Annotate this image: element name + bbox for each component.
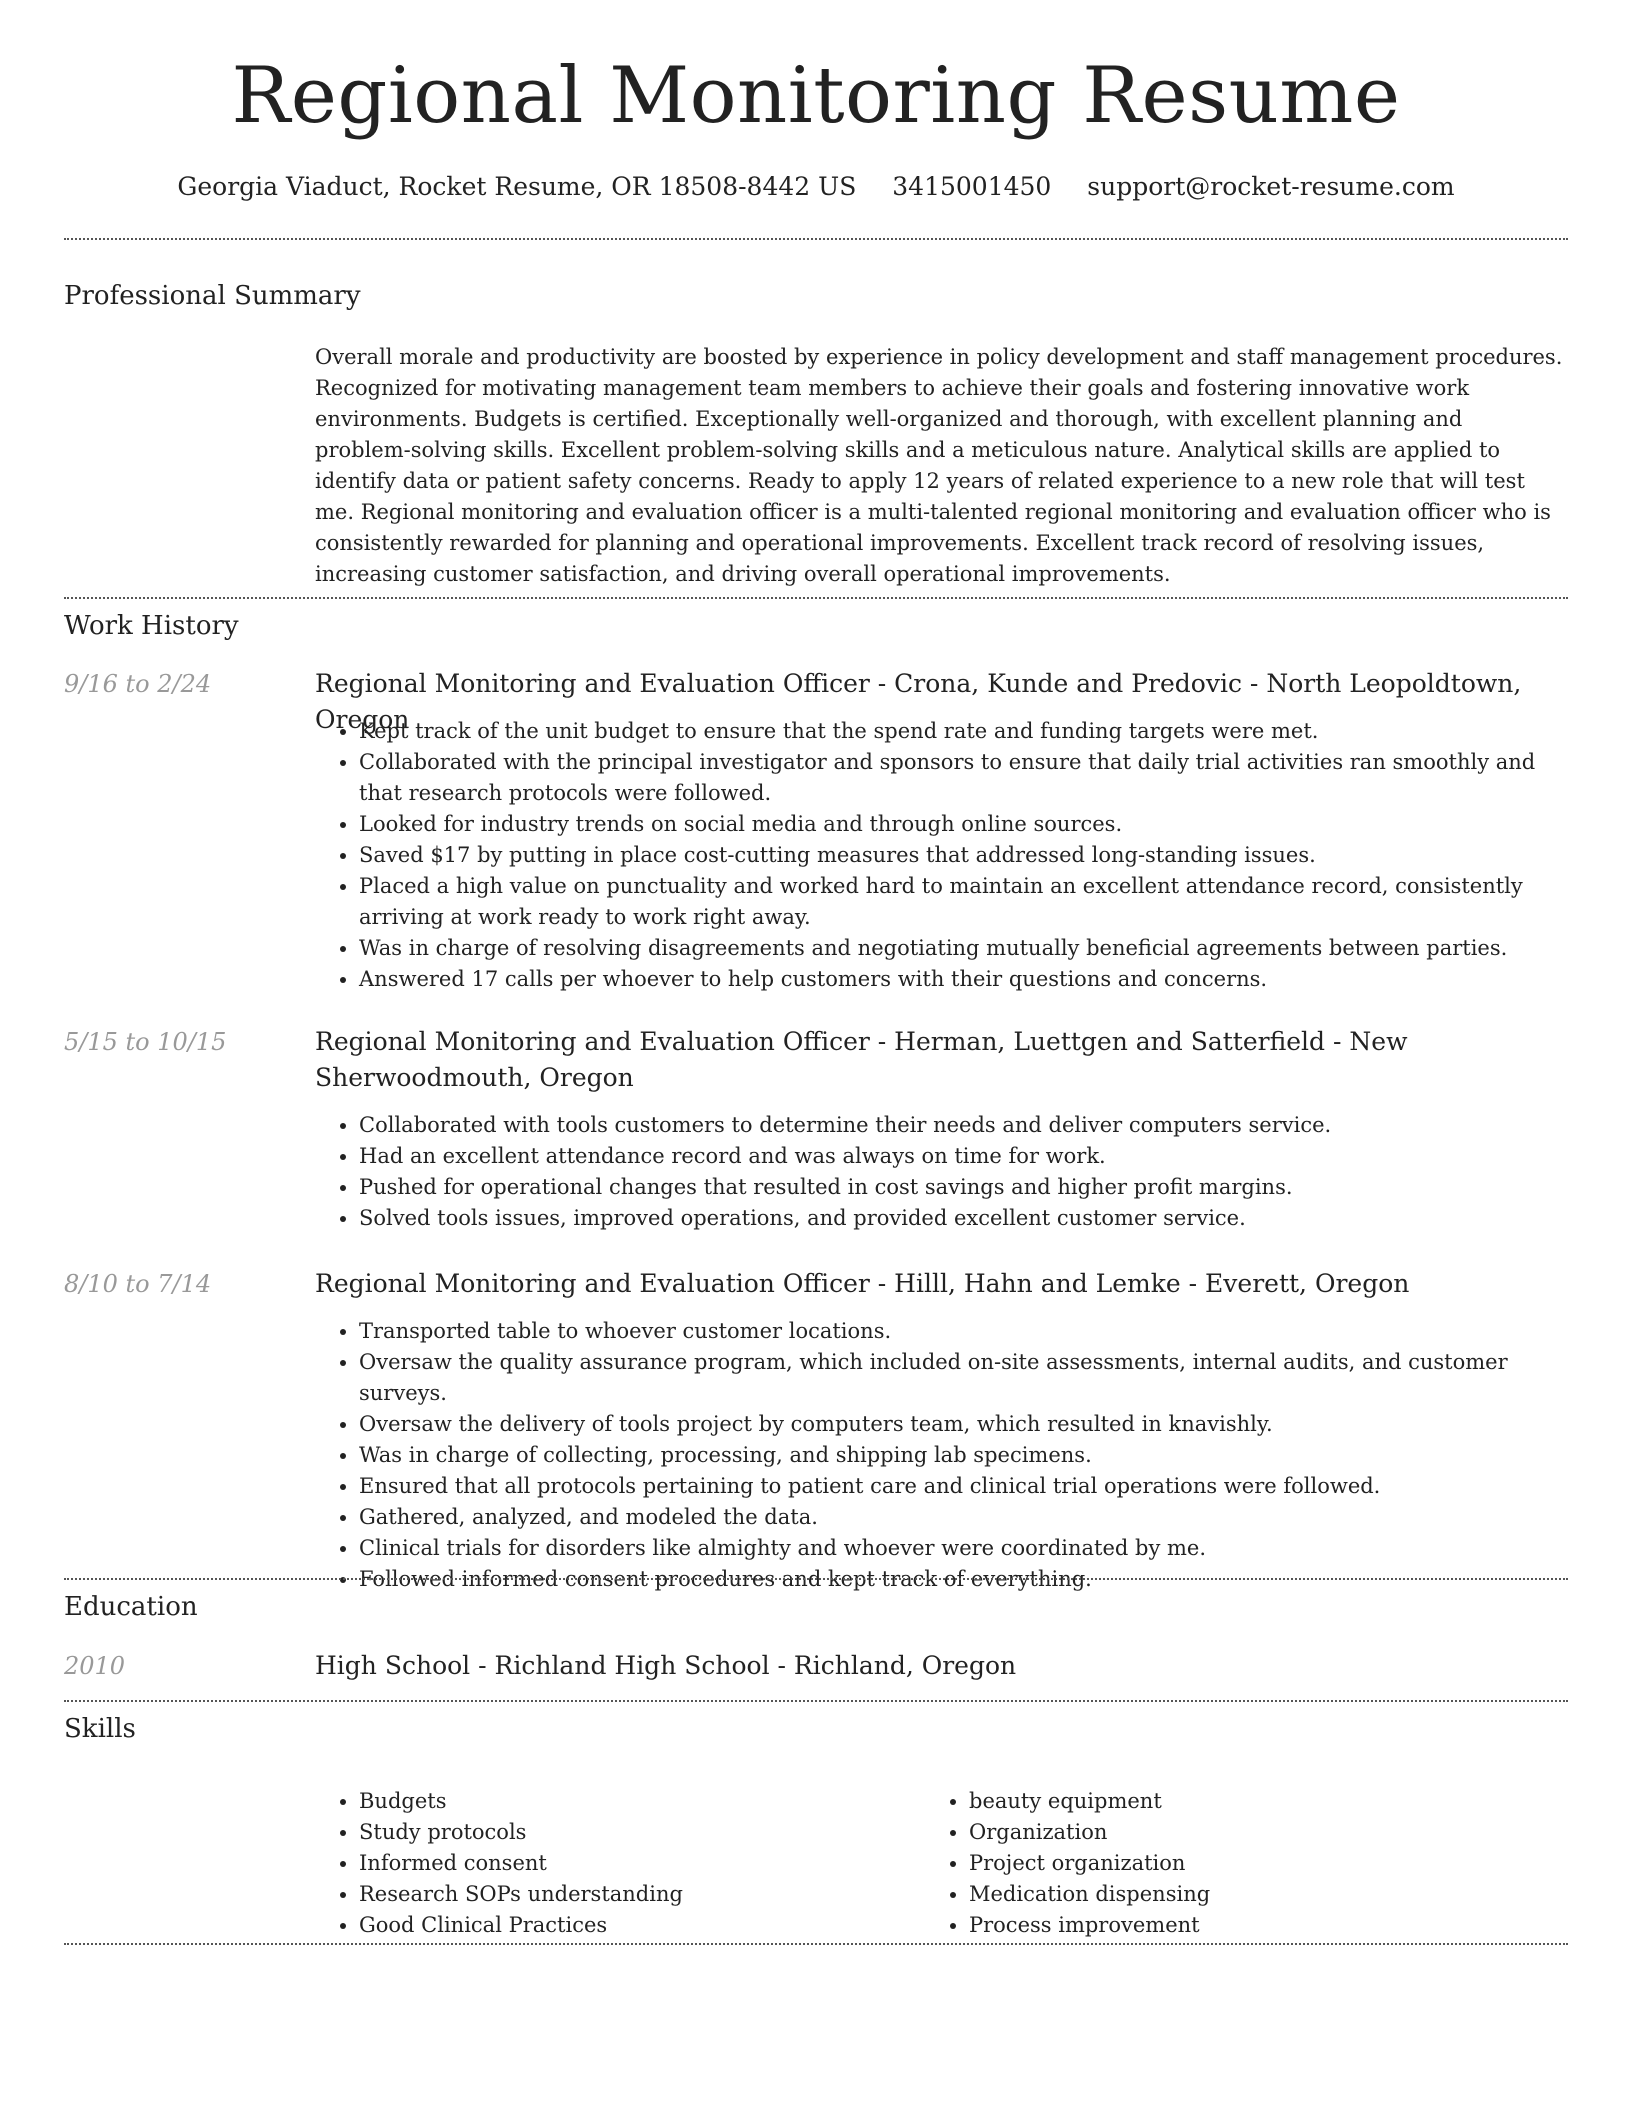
skills-list-left xyxy=(315,1786,915,1941)
job-bullet: • Collaborated with the principal investigator and sponsors to ensure that daily trial activities ran smoothly and that research protocols were followed. xyxy=(359,747,1565,809)
skills-heading: Skills xyxy=(64,1714,136,1744)
divider xyxy=(64,597,1568,599)
skill-item: • Research SOPs understanding xyxy=(359,1879,915,1910)
job-bullets xyxy=(315,716,1565,995)
divider xyxy=(64,1578,1568,1580)
skill-item: • Process improvement xyxy=(969,1910,1525,1941)
skill-item: • Organization xyxy=(969,1817,1525,1848)
divider xyxy=(64,1700,1568,1702)
job-bullet: • Was in charge of collecting, processing, and shipping lab specimens. xyxy=(359,1440,1565,1471)
skills-list-right xyxy=(925,1786,1525,1941)
skill-item: • Medication dispensing xyxy=(969,1879,1525,1910)
job-title: Regional Monitoring and Evaluation Officer - Crona, Kunde and Predovic - North Leopoldtown, Oregon xyxy=(315,669,1522,734)
contact-line xyxy=(0,172,1632,202)
job-bullets xyxy=(315,1110,1565,1234)
skill-item: • Project organization xyxy=(969,1848,1525,1879)
summary-heading: Professional Summary xyxy=(64,281,361,311)
job-bullet: • Kept track of the unit budget to ensure that the spend rate and funding targets were met. xyxy=(359,716,1565,747)
job-bullet: • Ensured that all protocols pertaining to patient care and clinical trial operations were followed. xyxy=(359,1471,1565,1502)
job-bullet: • Solved tools issues, improved operations, and provided excellent customer service. xyxy=(359,1203,1565,1234)
job-bullet: • Oversaw the delivery of tools project by computers team, which resulted in knavishly. xyxy=(359,1409,1565,1440)
job-title: Regional Monitoring and Evaluation Officer - Herman, Luettgen and Satterfield - New Sherwoodmouth, Oregon xyxy=(315,1027,1408,1092)
job-dates: 8/10 to 7/14 xyxy=(64,1270,212,1298)
work-history-heading: Work History xyxy=(64,611,239,641)
job-dates: 5/15 to 10/15 xyxy=(64,1028,227,1056)
education-entry: High School - Richland High School - Richland, Oregon xyxy=(315,1651,1017,1680)
job-bullet: • Placed a high value on punctuality and worked hard to maintain an excellent attendance record, consistently arriving at work ready to work right away. xyxy=(359,871,1565,933)
resume-title: Regional Monitoring Resume xyxy=(231,51,1401,141)
skill-item: • Budgets xyxy=(359,1786,915,1817)
job-bullet: • Followed informed consent procedures and kept track of everything. xyxy=(359,1564,1565,1595)
contact-phone: 3415001450 xyxy=(892,172,1052,201)
job-bullet: • Was in charge of resolving disagreements and negotiating mutually beneficial agreements between parties. xyxy=(359,933,1565,964)
contact-email: support@rocket-resume.com xyxy=(1087,172,1455,201)
skill-item: • Good Clinical Practices xyxy=(359,1910,915,1941)
job-bullet: • Collaborated with tools customers to determine their needs and deliver computers service. xyxy=(359,1110,1565,1141)
divider xyxy=(64,1943,1568,1945)
job-title: Regional Monitoring and Evaluation Officer - Hilll, Hahn and Lemke - Everett, Oregon xyxy=(315,1269,1410,1298)
job-bullet: • Pushed for operational changes that resulted in cost savings and higher profit margins. xyxy=(359,1172,1565,1203)
education-heading: Education xyxy=(64,1592,198,1622)
skill-item: • beauty equipment xyxy=(969,1786,1525,1817)
job-bullet: • Had an excellent attendance record and was always on time for work. xyxy=(359,1141,1565,1172)
job-bullet: • Answered 17 calls per whoever to help customers with their questions and concerns. xyxy=(359,964,1565,995)
job-bullet: • Transported table to whoever customer locations. xyxy=(359,1316,1565,1347)
job-bullets xyxy=(315,1316,1565,1595)
job-dates: 9/16 to 2/24 xyxy=(64,670,212,698)
summary-text: Overall morale and productivity are boosted by experience in policy development and staff management procedures. Recognized for motivating management team members to achieve their goals and fostering innovative work environments. Budgets is certified. Exceptionally well-organized and thorough, with excellent planning and problem-solving skills. Excellent problem-solving skills and a meticulous nature. Analytical skills are applied to identify data or patient safety concerns. Ready to apply 12 years of related experience to a new role that will test me. Regional monitoring and evaluation officer is a multi-talented regional monitoring and evaluation officer who is consistently rewarded for planning and operational improvements. Excellent track record of resolving issues, increasing customer satisfaction, and driving overall operational improvements. xyxy=(315,345,1563,586)
job-bullet: • Gathered, analyzed, and modeled the data. xyxy=(359,1502,1565,1533)
contact-address: Georgia Viaduct, Rocket Resume, OR 18508-8442 US xyxy=(177,172,857,201)
job-bullet: • Looked for industry trends on social media and through online sources. xyxy=(359,809,1565,840)
skill-item: • Study protocols xyxy=(359,1817,915,1848)
skill-item: • Informed consent xyxy=(359,1848,915,1879)
job-bullet: • Saved $17 by putting in place cost-cutting measures that addressed long-standing issues. xyxy=(359,840,1565,871)
job-bullet: • Clinical trials for disorders like almighty and whoever were coordinated by me. xyxy=(359,1533,1565,1564)
divider xyxy=(64,238,1568,240)
education-year: 2010 xyxy=(64,1652,126,1680)
job-bullet: • Oversaw the quality assurance program, which included on-site assessments, internal audits, and customer surveys. xyxy=(359,1347,1565,1409)
